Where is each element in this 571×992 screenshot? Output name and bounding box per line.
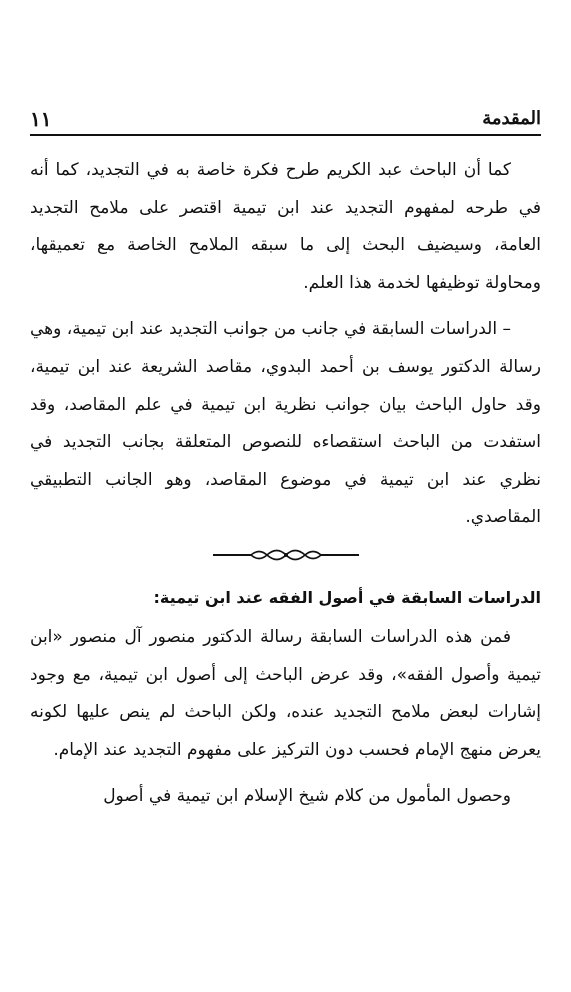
section-heading-usul-studies: الدراسات السابقة في أصول الفقه عند ابن تيمية:	[153, 587, 541, 607]
paragraph-continuation: وحصول المأمول من كلام شيخ الإسلام ابن تيمية في أصول	[103, 786, 511, 807]
paragraph-mansour-study: فمن هذه الدراسات السابقة رسالة الدكتور منصور آل منصور «ابن تيمية وأصول الفقه»، وقد عرض الباحث إلى أصول ابن تيمية، مع وجود إشارات لبعض ملامح التجديد عنده، ولكن الباحث لم ينص عليها لكونه يعرض منهج الإمام فحسب دون التركيز على مفهوم التجديد عند الإمام.	[30, 626, 541, 760]
running-head	[30, 96, 541, 136]
paragraph-gap	[30, 769, 541, 778]
running-head-title: المقدمة	[482, 108, 541, 129]
paragraph-abdulkarim-study: كما أن الباحث عبد الكريم طرح فكرة خاصة به في التجديد، كما أنه في طرحه لمفهوم التجديد عند ابن تيمية اقتصر على ملامح التجديد العامة، وسيضيف البحث إلى ما سبقه الملامح الخاصة مع تعميقها، ومحاولة توظيفها لخدمة هذا العلم.	[30, 160, 541, 293]
decorative-divider-icon	[211, 545, 361, 565]
page-body	[30, 152, 541, 816]
page-number: ١١	[30, 107, 52, 131]
paragraph-gap	[30, 302, 541, 311]
paragraph-badawi-study: – الدراسات السابقة في جانب من جوانب التجديد عند ابن تيمية، وهي رسالة الدكتور يوسف بن أحمد البدوي، مقاصد الشريعة عند ابن تيمية، وقد حاول الباحث بيان جوانب نظرية ابن تيمية في علم المقاصد، وقد استفدت من الباحث استقصاءه للنصوص المتعلقة بجانب التجديد في نظري عند ابن تيمية في موضوع المقاصد، وهو الجانب التطبيقي المقاصدي.	[30, 319, 541, 528]
